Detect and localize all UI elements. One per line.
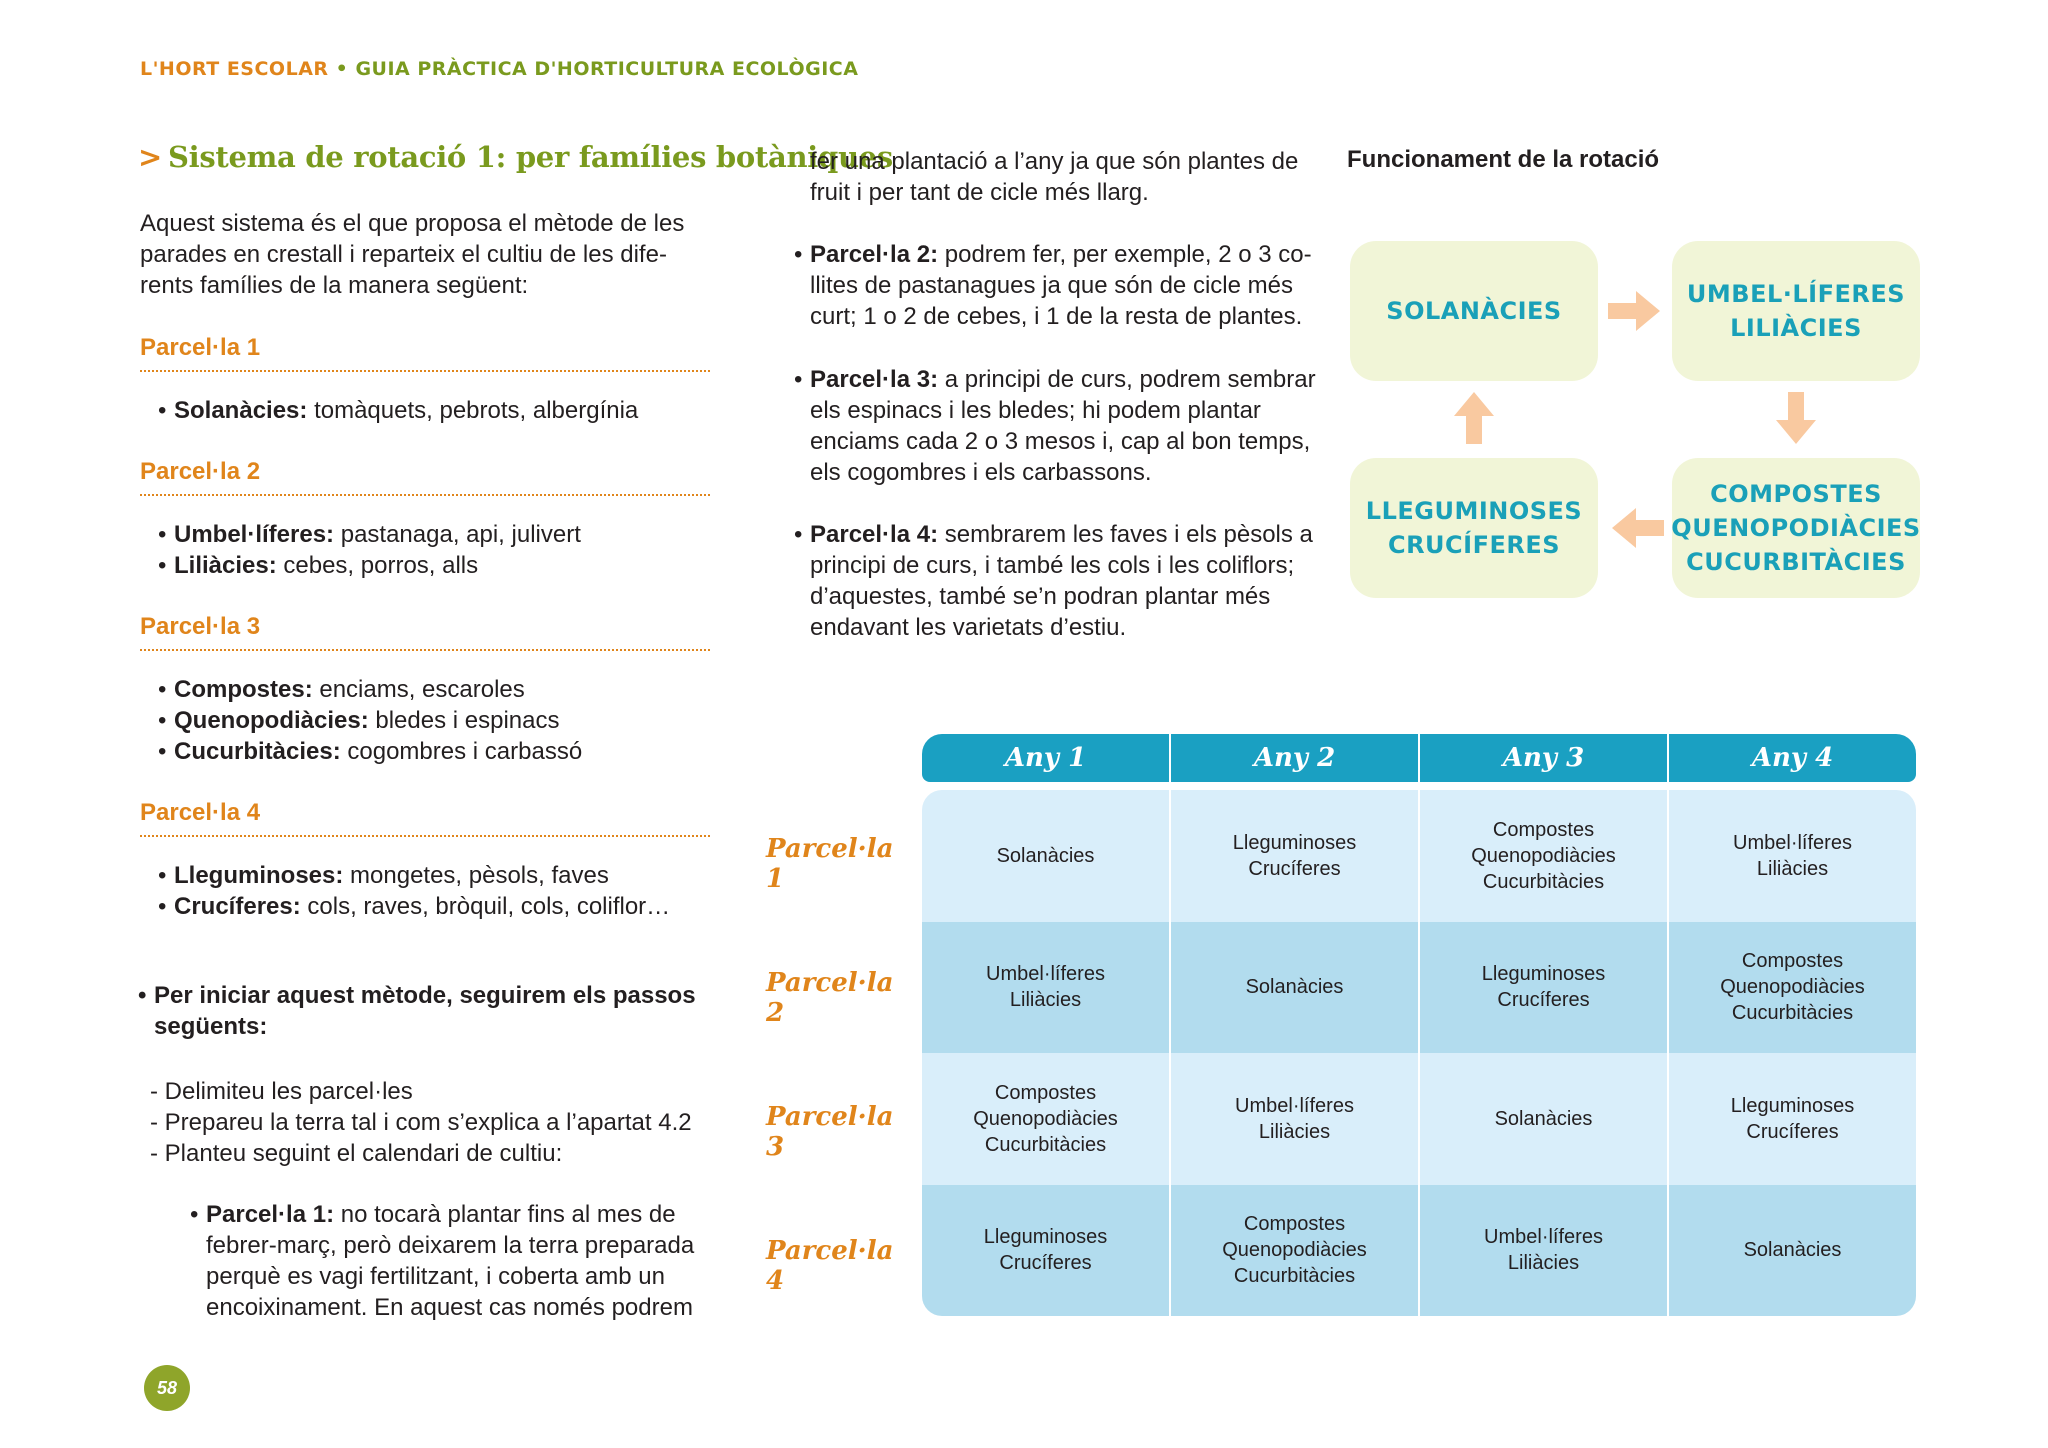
item-label: Lleguminoses: [174,862,344,889]
planting-parcel-3 [796,364,1316,488]
table-cell [1669,1053,1916,1185]
header-separator: • [335,58,349,80]
parcel-3-heading: Parcel·la 3 [140,613,710,651]
cell-line: Liliàcies [1756,857,1829,880]
table-row [922,790,1916,922]
table-cell [1420,1053,1669,1185]
cell-line: Crucíferes [1248,857,1341,880]
list-item [160,674,582,705]
list-item [160,860,670,891]
list-item [160,550,581,581]
item-text: cogombres i carbassó [340,738,583,765]
item-label: Crucíferes: [174,893,301,920]
section-title-text: Sistema de rotació 1: per famílies botàniques [168,140,893,174]
cell-line: Crucíferes [1746,1120,1839,1143]
table-cell [922,1185,1171,1317]
item-label: Quenopodiàcies: [174,707,369,734]
item-label: Cucurbitàcies: [174,738,341,765]
planting-line: encoixinament. En aquest cas només podrem [206,1294,693,1321]
planting-line: enciams cada 2 o 3 mesos i, cap al bon temps, [810,428,1311,455]
table-cell [1420,922,1669,1054]
box-label: COMPOSTES [1710,480,1882,508]
table-cell [1669,922,1916,1054]
item-text: bledes i espinacs [368,707,560,734]
intro-line: rents famílies de la manera següent: [140,272,529,299]
parcel-4-list [160,860,670,922]
planting-text: sembrarem les faves i els pèsols a [938,521,1313,548]
cell-line: Cucurbitàcies [1482,870,1605,893]
planting-text: podrem fer, per exemple, 2 o 3 co- [938,241,1312,268]
steps-list [150,1076,692,1169]
cell-line: Solanàcies [1494,1107,1593,1130]
parcel-1-heading: Parcel·la 1 [140,334,710,372]
page-number-badge: 58 [144,1365,190,1411]
box-label: QUENOPODIÀCIES [1671,514,1921,542]
parcel-4-heading: Parcel·la 4 [140,799,710,837]
item-label: Umbel·líferes: [174,521,335,548]
step-item: - Prepareu la terra tal i com s’explica a l’apartat 4.2 [150,1109,692,1136]
cell-line: Compostes [1741,950,1844,973]
row-label: Parcel·la 1 [766,834,894,894]
cell-line: Solanàcies [1245,976,1344,999]
cell-line: Umbel·líferes [986,963,1105,986]
box-label: LILIÀCIES [1730,314,1862,342]
planting-line: principi de curs, i també les cols i les coliflors; [810,552,1295,579]
column-header: Any 3 [1420,734,1669,782]
planting-text: no tocarà plantar fins al mes de [334,1201,676,1228]
box-label: CRUCÍFERES [1387,531,1561,559]
cell-line: Umbel·líferes [1733,831,1852,854]
arrow-up-icon [1454,392,1494,444]
planting-label: Parcel·la 3: [810,366,939,393]
planting-line: endavant les varietats d’estiu. [810,614,1127,641]
intro-paragraph [140,208,700,301]
table-cell [1171,922,1420,1054]
table-cell [922,922,1171,1054]
arrow-down-icon [1776,392,1816,444]
planting-parcel-1 [192,1199,712,1323]
row-label: Parcel·la 2 [766,968,894,1028]
rotation-box-umbelliferes [1672,241,1920,381]
column-header: Any 1 [922,734,1171,782]
row-label: Parcel·la 4 [766,1236,894,1296]
parcel-2-heading: Parcel·la 2 [140,458,710,496]
row-label: Parcel·la 3 [766,1102,894,1162]
diagram-title: Funcionament de la rotació [1347,146,1660,173]
planting-line: fruit i per tant de cicle més llarg. [810,179,1149,206]
column-header: Any 4 [1751,743,1834,773]
table-cell [1171,1185,1420,1317]
cell-line: Lleguminoses [1481,963,1606,986]
item-label: Solanàcies: [174,397,308,424]
rotation-table [922,790,1916,1316]
planting-label: Parcel·la 1: [206,1201,335,1228]
running-header [140,58,858,80]
cell-line: Liliàcies [1258,1120,1331,1143]
planting-line: febrer-març, però deixarem la terra preparada [206,1232,695,1259]
planting-parcel-1-continued [796,146,1316,208]
steps-title-line: • Per iniciar aquest mètode, seguirem els passos [140,980,700,1011]
header-brand: L'HORT ESCOLAR [140,58,329,80]
list-item [160,736,582,767]
planting-line: curt; 1 o 2 de cebes, i 1 de la resta de plantes. [810,303,1303,330]
cell-line: Quenopodiàcies [973,1107,1118,1130]
cell-line: Solanàcies [996,844,1095,867]
planting-text: a principi de curs, podrem sembrar [938,366,1316,393]
box-label: LLEGUMINOSES [1365,497,1583,525]
table-cell [922,1053,1171,1185]
table-cell [1669,790,1916,922]
planting-line [796,239,1316,270]
list-item [160,891,670,922]
cell-line: Compostes [1243,1213,1346,1236]
steps-title-line: següents: [154,1013,268,1040]
parcel-3-list [160,674,582,767]
parcel-1-list [160,395,638,426]
list-item [160,519,581,550]
planting-line: llites de pastanagues ja que són de cicle més [810,272,1293,299]
planting-parcel-4 [796,519,1316,643]
cell-line: Crucíferes [999,1252,1092,1275]
box-label: CUCURBITÀCIES [1686,548,1906,576]
step-item: - Delimiteu les parcel·les [150,1078,413,1105]
list-item [160,705,582,736]
cell-line: Liliàcies [1009,989,1082,1012]
planting-line: d’aquestes, també se’n podran plantar més [810,583,1271,610]
table-cell [1171,1053,1420,1185]
item-text: pastanaga, api, julivert [334,521,581,548]
parcel-2-list [160,519,581,581]
table-cell [1669,1185,1916,1317]
cell-line: Cucurbitàcies [984,1133,1107,1156]
planting-line: perquè es vagi fertilitzant, i coberta amb un [206,1263,665,1290]
cell-line: Quenopodiàcies [1720,976,1865,999]
table-row [922,1053,1916,1185]
planting-label: Parcel·la 4: [810,521,939,548]
table-cell [1420,790,1669,922]
cell-line: Cucurbitàcies [1233,1265,1356,1288]
item-text: mongetes, pèsols, faves [343,862,609,889]
section-arrow: > [138,140,162,174]
rotation-box-solanacies [1350,241,1598,381]
table-cell [922,790,1171,922]
item-text: enciams, escaroles [312,676,525,703]
rotation-box-compostes [1672,458,1920,598]
arrow-right-icon [1608,291,1660,331]
cell-line: Compostes [994,1081,1097,1104]
header-subtitle: GUIA PRÀCTICA D'HORTICULTURA ECOLÒGICA [355,58,859,80]
column-header: Any 2 [1171,734,1420,782]
table-row [922,922,1916,1054]
planting-line: els espinacs i les bledes; hi podem plantar [810,397,1261,424]
cell-line: Crucíferes [1497,989,1590,1012]
box-label: UMBEL·LÍFERES [1686,280,1906,308]
table-cell [1171,790,1420,922]
cell-line: Lleguminoses [1232,831,1357,854]
list-item [160,395,638,426]
planting-label: Parcel·la 2: [810,241,939,268]
item-text: cols, raves, bròquil, cols, coliflor… [300,893,671,920]
table-cell [1420,1185,1669,1317]
cell-line: Quenopodiàcies [1222,1239,1367,1262]
cell-line: Lleguminoses [983,1226,1108,1249]
cell-line: Quenopodiàcies [1471,844,1616,867]
rotation-table-header [922,734,1916,782]
item-text: cebes, porros, alls [276,552,479,579]
planting-line: els cogombres i els carbassons. [810,459,1152,486]
planting-line [796,519,1316,550]
cell-line: Umbel·líferes [1484,1226,1603,1249]
cell-line: Solanàcies [1743,1239,1842,1262]
cell-line: Compostes [1492,818,1595,841]
item-text: tomàquets, pebrots, albergínia [307,397,639,424]
rotation-box-lleguminoses [1350,458,1598,598]
intro-line: parades en crestall i reparteix el cultiu de les dife- [140,241,667,268]
step-item: - Planteu seguint el calendari de cultiu: [150,1140,563,1167]
section-title [138,140,893,174]
cell-line: Lleguminoses [1730,1094,1855,1117]
cell-line: Cucurbitàcies [1731,1002,1854,1025]
planting-line [192,1199,712,1230]
cell-line: Umbel·líferes [1235,1094,1354,1117]
planting-line: fer una plantació a l’any ja que són plantes de [810,148,1299,175]
arrow-left-icon [1612,508,1664,548]
table-row [922,1185,1916,1317]
item-label: Liliàcies: [174,552,277,579]
planting-line [796,364,1316,395]
intro-line: Aquest sistema és el que proposa el mètode de les [140,210,685,237]
cell-line: Liliàcies [1507,1252,1580,1275]
planting-parcel-2 [796,239,1316,332]
box-label: SOLANÀCIES [1386,297,1562,325]
steps-title [140,980,700,1042]
item-label: Compostes: [174,676,313,703]
